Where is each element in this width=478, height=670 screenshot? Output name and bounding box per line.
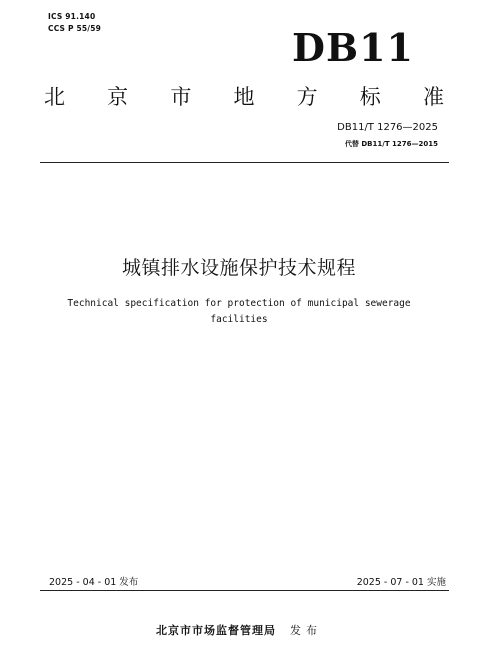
document-title-english-line2: facilities xyxy=(210,314,268,325)
standard-type-char: 北 xyxy=(44,85,65,109)
issuer-line xyxy=(0,622,478,638)
bottom-divider xyxy=(40,590,449,591)
standard-type-char: 方 xyxy=(296,85,318,109)
ics-code: ICS 91.140 xyxy=(48,12,96,21)
issuer-action: 发布 xyxy=(290,624,322,637)
standard-brand-logo: DB11 xyxy=(292,25,414,70)
standard-type-heading xyxy=(44,84,444,110)
ccs-code: CCS P 55/59 xyxy=(48,24,102,33)
issuer-name: 北京市市场监督管理局 xyxy=(156,624,276,637)
standard-type-char: 准 xyxy=(422,85,444,109)
standard-type-char: 地 xyxy=(233,85,255,109)
top-divider xyxy=(40,162,449,163)
standard-type-char: 京 xyxy=(107,85,129,109)
replaces-standard: 代替 DB11/T 1276—2015 xyxy=(344,140,438,148)
standard-type-char: 标 xyxy=(359,85,381,109)
standard-type-char: 市 xyxy=(170,85,192,109)
document-title-english-line1: Technical specification for protection of municipal sewerage xyxy=(67,298,411,309)
issue-date: 2025 - 04 - 01 发布 xyxy=(49,577,139,588)
document-title-chinese: 城镇排水设施保护技术规程 xyxy=(121,257,356,279)
implementation-date: 2025 - 07 - 01 实施 xyxy=(356,577,446,588)
standard-number: DB11/T 1276—2025 xyxy=(337,122,438,133)
